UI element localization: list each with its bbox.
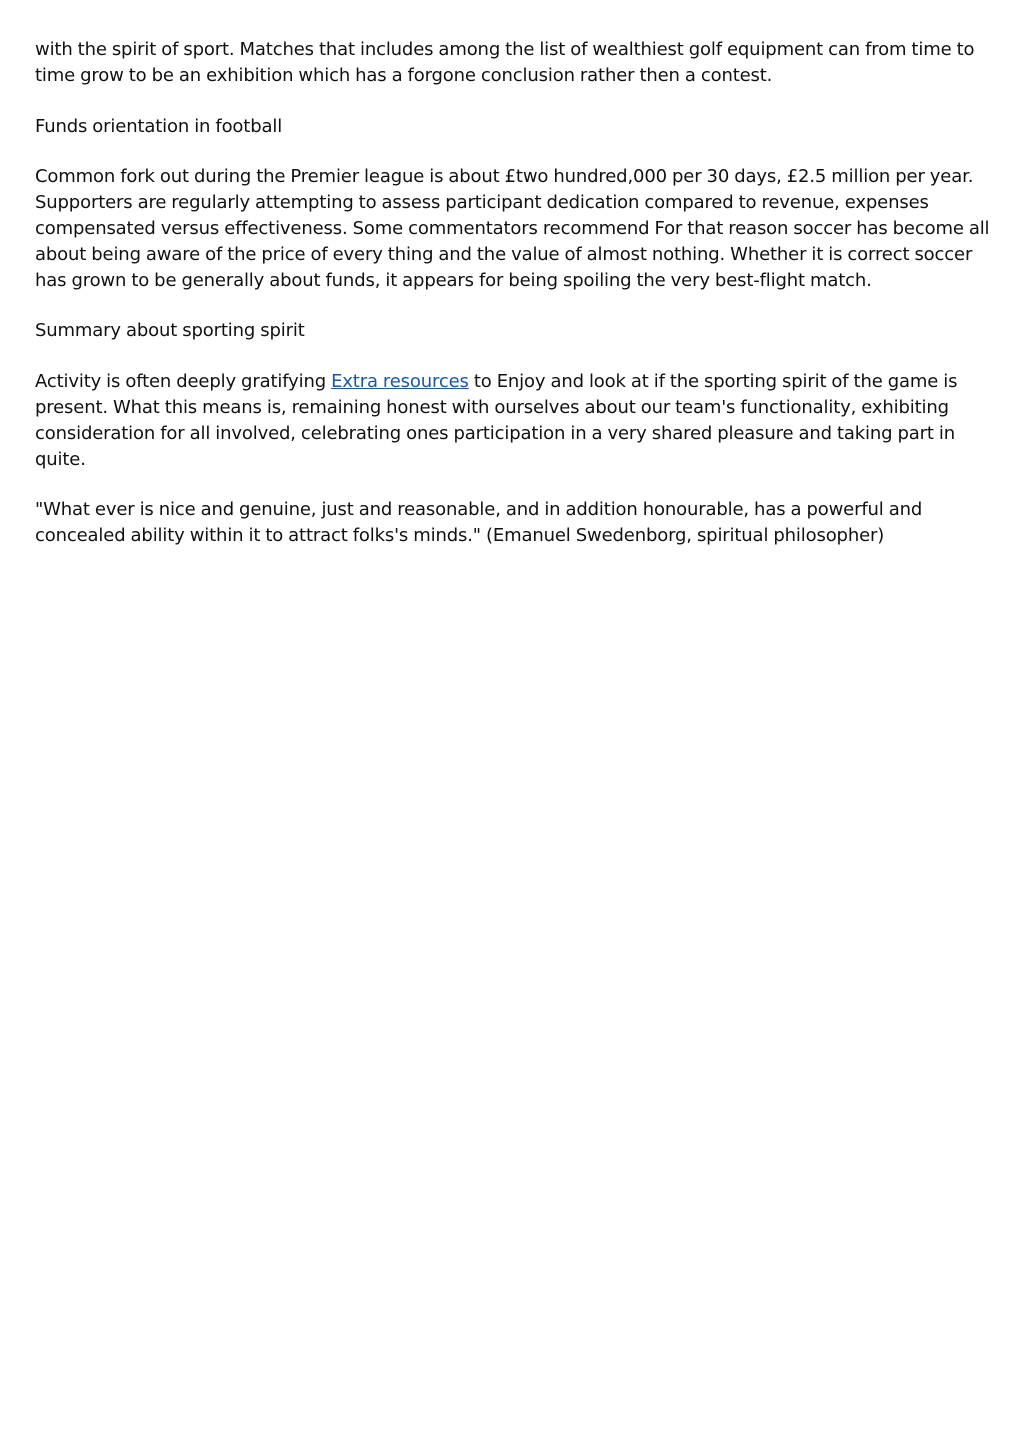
activity-text-after-link: to Enjoy and look at if the sporting spirit of the game is present. What this means is, remaining honest with ourselves about our team's functionality, exhibiting consideration for all involved, celebrating ones participation in a very shared pleasure and taking part in quite.: [35, 371, 958, 470]
activity-paragraph: [35, 369, 995, 472]
extra-resources-link[interactable]: Extra resources: [331, 371, 469, 393]
activity-text-before-link: Activity is often deeply gratifying: [35, 371, 332, 393]
intro-paragraph: with the spirit of sport. Matches that includes among the list of wealthiest golf equipment can from time to time grow to be an exhibition which has a forgone conclusion rather then a contest.: [35, 39, 975, 86]
quote-paragraph: "What ever is nice and genuine, just and reasonable, and in addition honourable, has a powerful and concealed ability within it to attract folks's minds." (Emanuel Swedenborg, spiritual philosopher): [35, 499, 923, 547]
section-heading-summary: Summary about sporting spirit: [35, 320, 305, 342]
funds-paragraph: Common fork out during the Premier league is about £two hundred,000 per 30 days, £2.5 million per year. Supporters are regularly attempting to assess participant dedication compared to revenue, expenses compensated versus effectiveness. Some commentators recommend For that reason soccer has become all about being aware of the price of every thing and the value of almost nothing. Whether it is correct soccer has grown to be generally about funds, it appears for being spoiling the very best-flight match.: [35, 166, 990, 291]
section-heading-funds: Funds orientation in football: [35, 115, 283, 137]
document-body: [35, 37, 995, 574]
